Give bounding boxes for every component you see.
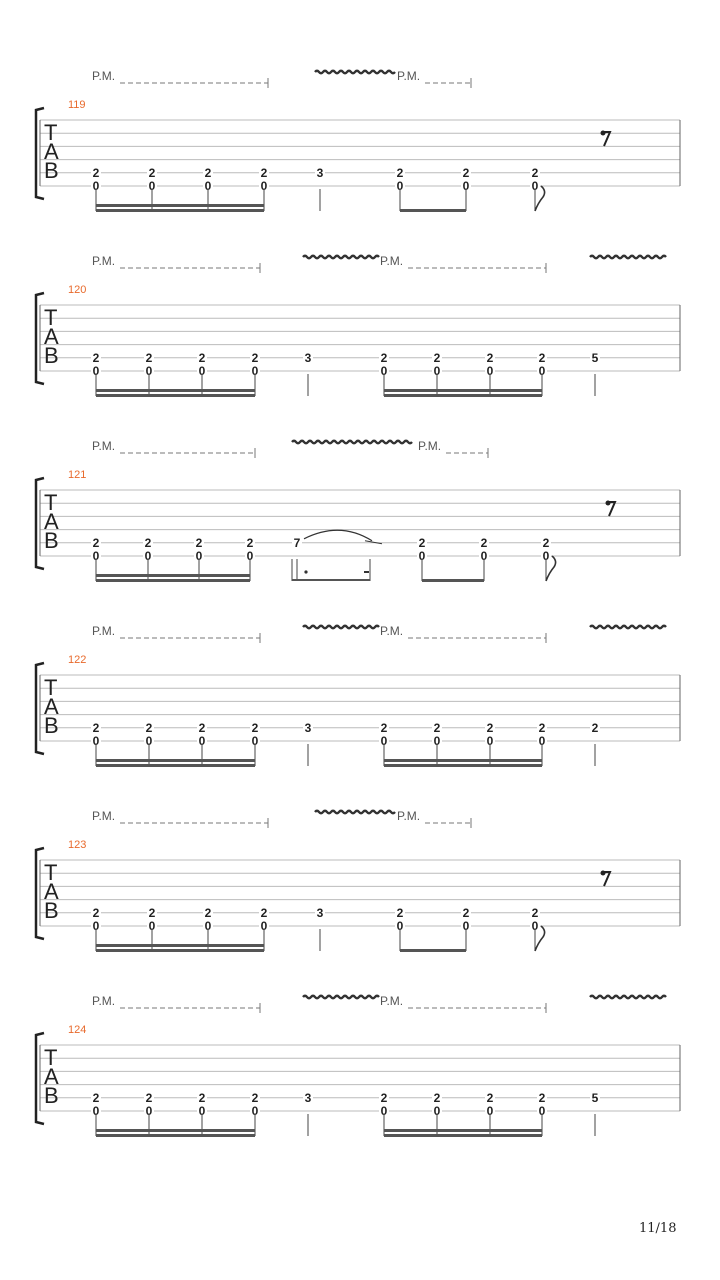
fret-number: 0 xyxy=(148,919,156,933)
palm-mute-label: P.M. xyxy=(397,69,421,83)
note-beam xyxy=(384,1129,542,1132)
fret-number: 2 xyxy=(380,350,388,365)
tab-note xyxy=(461,166,471,211)
tab-note xyxy=(590,1091,600,1136)
fret-number: 0 xyxy=(92,549,100,563)
fret-number: 2 xyxy=(92,165,100,180)
fret-number: 0 xyxy=(92,1104,100,1118)
fret-number: 0 xyxy=(486,734,494,748)
fret-number: 0 xyxy=(144,549,152,563)
note-beam xyxy=(96,394,255,397)
note-beam xyxy=(384,759,542,762)
tab-note xyxy=(479,536,489,581)
vibrato-mark xyxy=(590,626,666,629)
fret-number: 0 xyxy=(538,734,546,748)
measure-number: 119 xyxy=(68,99,86,111)
measure-number: 121 xyxy=(68,469,87,481)
vibrato-mark xyxy=(590,256,666,259)
fret-number: 0 xyxy=(380,734,388,748)
fret-number: 3 xyxy=(304,1090,312,1105)
tab-clef-letter: T xyxy=(44,675,58,700)
fret-number: 2 xyxy=(144,535,152,550)
tab-note xyxy=(417,536,427,581)
fret-number: 0 xyxy=(92,364,100,378)
fret-number: 2 xyxy=(198,720,206,735)
tab-clef-letter: A xyxy=(44,879,59,904)
vibrato-mark xyxy=(590,996,666,999)
fret-number: 0 xyxy=(396,179,404,193)
fret-number: 0 xyxy=(198,734,206,748)
fret-number: 2 xyxy=(396,165,404,180)
eighth-rest-dot xyxy=(601,871,606,876)
palm-mute-label: P.M. xyxy=(92,254,116,268)
eighth-rest-dot xyxy=(606,501,611,506)
fret-number: 2 xyxy=(198,350,206,365)
measure-number: 124 xyxy=(68,1024,87,1036)
fret-number: 3 xyxy=(304,350,312,365)
fret-number: 0 xyxy=(92,734,100,748)
fret-number: 2 xyxy=(538,350,546,365)
tab-clef-letter: A xyxy=(44,509,59,534)
fret-number: 0 xyxy=(198,1104,206,1118)
fret-number: 2 xyxy=(380,720,388,735)
tab-clef-letter: B xyxy=(44,158,59,183)
fret-number: 5 xyxy=(591,1090,599,1105)
tab-system xyxy=(36,994,680,1137)
fret-number: 0 xyxy=(380,364,388,378)
fret-number: 0 xyxy=(251,364,259,378)
tab-system xyxy=(36,69,680,212)
fret-number: 0 xyxy=(204,179,212,193)
tab-system xyxy=(36,809,680,952)
tab-system xyxy=(36,254,680,397)
measure-number: 120 xyxy=(68,284,87,296)
fret-number: 0 xyxy=(145,1104,153,1118)
fret-number: 0 xyxy=(198,364,206,378)
fret-number: 2 xyxy=(531,905,539,920)
tab-clef-letter: T xyxy=(44,120,58,145)
fret-number: 0 xyxy=(433,1104,441,1118)
palm-mute-label: P.M. xyxy=(92,439,116,453)
palm-mute-label: P.M. xyxy=(92,809,116,823)
fret-number: 0 xyxy=(195,549,203,563)
fret-number: 0 xyxy=(433,364,441,378)
fret-number: 0 xyxy=(418,549,426,563)
note-beam xyxy=(384,394,542,397)
fret-number: 0 xyxy=(538,364,546,378)
tab-note xyxy=(315,166,325,211)
note-beam xyxy=(422,579,484,582)
tab-clef-letter: A xyxy=(44,324,59,349)
fret-number: 2 xyxy=(92,535,100,550)
tab-note xyxy=(395,906,405,951)
fret-number: 2 xyxy=(92,720,100,735)
tie-arc xyxy=(304,530,372,541)
palm-mute-label: P.M. xyxy=(92,994,116,1008)
fret-number: 2 xyxy=(462,905,470,920)
tab-clef-letter: B xyxy=(44,898,59,923)
fret-number: 2 xyxy=(251,1090,259,1105)
fret-number: 2 xyxy=(591,720,599,735)
tab-note xyxy=(303,721,313,766)
fret-number: 0 xyxy=(433,734,441,748)
fret-number: 2 xyxy=(462,165,470,180)
fret-number: 0 xyxy=(92,919,100,933)
tab-clef-letter: B xyxy=(44,343,59,368)
vibrato-mark xyxy=(315,811,395,814)
tab-clef-letter: T xyxy=(44,305,58,330)
tab-clef-letter: B xyxy=(44,713,59,738)
short-beam xyxy=(364,571,369,573)
note-beam xyxy=(96,389,255,392)
tab-note xyxy=(461,906,471,951)
palm-mute-label: P.M. xyxy=(380,994,404,1008)
vibrato-mark xyxy=(315,71,395,74)
palm-mute-label: P.M. xyxy=(92,624,116,638)
tab-note xyxy=(315,906,325,951)
note-beam xyxy=(96,204,264,207)
note-beam xyxy=(96,209,264,212)
fret-number: 2 xyxy=(480,535,488,550)
fret-number: 2 xyxy=(148,165,156,180)
fret-number: 2 xyxy=(486,720,494,735)
tab-note xyxy=(303,351,313,396)
note-beam xyxy=(96,574,250,577)
fret-number: 0 xyxy=(260,919,268,933)
fret-number: 2 xyxy=(433,1090,441,1105)
fret-number: 0 xyxy=(260,179,268,193)
fret-number: 2 xyxy=(145,1090,153,1105)
eighth-rest-dot xyxy=(601,131,606,136)
tab-clef-letter: B xyxy=(44,528,59,553)
page-number: 11/18 xyxy=(639,1221,677,1236)
fret-number: 2 xyxy=(433,720,441,735)
fret-number: 0 xyxy=(246,549,254,563)
note-beam xyxy=(400,209,466,212)
fret-number: 7 xyxy=(293,535,301,550)
fret-number: 0 xyxy=(145,364,153,378)
fret-number: 2 xyxy=(246,535,254,550)
note-beam xyxy=(96,764,255,767)
palm-mute-label: P.M. xyxy=(92,69,116,83)
fret-number: 2 xyxy=(204,165,212,180)
fret-number: 0 xyxy=(542,549,550,563)
fret-number: 0 xyxy=(145,734,153,748)
fret-number: 2 xyxy=(92,905,100,920)
fret-number: 2 xyxy=(92,350,100,365)
fret-number: 0 xyxy=(462,919,470,933)
fret-number: 2 xyxy=(145,720,153,735)
fret-number: 2 xyxy=(92,1090,100,1105)
fret-number: 0 xyxy=(486,364,494,378)
dot-mark xyxy=(304,570,307,573)
fret-number: 2 xyxy=(538,1090,546,1105)
tab-clef-letter: T xyxy=(44,1045,58,1070)
fret-number: 0 xyxy=(251,1104,259,1118)
fret-number: 0 xyxy=(396,919,404,933)
fret-number: 2 xyxy=(251,720,259,735)
tab-system xyxy=(36,624,680,767)
fret-number: 3 xyxy=(304,720,312,735)
fret-number: 2 xyxy=(198,1090,206,1105)
fret-number: 2 xyxy=(260,165,268,180)
note-beam xyxy=(384,1134,542,1137)
fret-number: 0 xyxy=(531,179,539,193)
vibrato-mark xyxy=(303,626,379,629)
fret-number: 2 xyxy=(433,350,441,365)
fret-number: 2 xyxy=(396,905,404,920)
palm-mute-label: P.M. xyxy=(380,624,404,638)
tab-note xyxy=(590,351,600,396)
fret-number: 2 xyxy=(195,535,203,550)
tab-system xyxy=(36,439,680,582)
note-beam xyxy=(96,759,255,762)
note-beam xyxy=(400,949,466,952)
vibrato-mark xyxy=(303,996,379,999)
fret-number: 2 xyxy=(251,350,259,365)
tab-note xyxy=(303,1091,313,1136)
vibrato-mark xyxy=(292,441,412,444)
fret-number: 0 xyxy=(251,734,259,748)
tab-clef-letter: T xyxy=(44,860,58,885)
fret-number: 2 xyxy=(204,905,212,920)
vibrato-mark xyxy=(303,256,379,259)
fret-number: 0 xyxy=(538,1104,546,1118)
tab-clef-letter: A xyxy=(44,694,59,719)
fret-number: 0 xyxy=(531,919,539,933)
fret-number: 2 xyxy=(148,905,156,920)
fret-number: 3 xyxy=(316,165,324,180)
fret-number: 2 xyxy=(380,1090,388,1105)
fret-number: 2 xyxy=(145,350,153,365)
fret-number: 2 xyxy=(486,350,494,365)
note-beam xyxy=(292,579,370,581)
palm-mute-label: P.M. xyxy=(397,809,421,823)
tab-clef-letter: T xyxy=(44,490,58,515)
measure-number: 122 xyxy=(68,654,87,666)
tab-clef-letter: A xyxy=(44,1064,59,1089)
note-beam xyxy=(96,944,264,947)
note-beam xyxy=(96,1134,255,1137)
fret-number: 0 xyxy=(380,1104,388,1118)
fret-number: 0 xyxy=(148,179,156,193)
fret-number: 0 xyxy=(92,179,100,193)
palm-mute-label: P.M. xyxy=(418,439,442,453)
fret-number: 2 xyxy=(542,535,550,550)
palm-mute-label: P.M. xyxy=(380,254,404,268)
tab-clef-letter: B xyxy=(44,1083,59,1108)
note-beam xyxy=(96,949,264,952)
note-beam xyxy=(96,1129,255,1132)
fret-number: 2 xyxy=(486,1090,494,1105)
tab-note xyxy=(590,721,600,766)
tab-clef-letter: A xyxy=(44,139,59,164)
fret-number: 0 xyxy=(486,1104,494,1118)
tab-note xyxy=(292,536,302,581)
fret-number: 0 xyxy=(480,549,488,563)
fret-number: 2 xyxy=(531,165,539,180)
measure-number: 123 xyxy=(68,839,87,851)
fret-number: 2 xyxy=(538,720,546,735)
fret-number: 2 xyxy=(418,535,426,550)
tab-note xyxy=(395,166,405,211)
note-beam xyxy=(96,579,250,582)
fret-number: 3 xyxy=(316,905,324,920)
note-beam xyxy=(384,764,542,767)
fret-number: 5 xyxy=(591,350,599,365)
fret-number: 2 xyxy=(260,905,268,920)
fret-number: 0 xyxy=(204,919,212,933)
note-beam xyxy=(384,389,542,392)
fret-number: 0 xyxy=(462,179,470,193)
